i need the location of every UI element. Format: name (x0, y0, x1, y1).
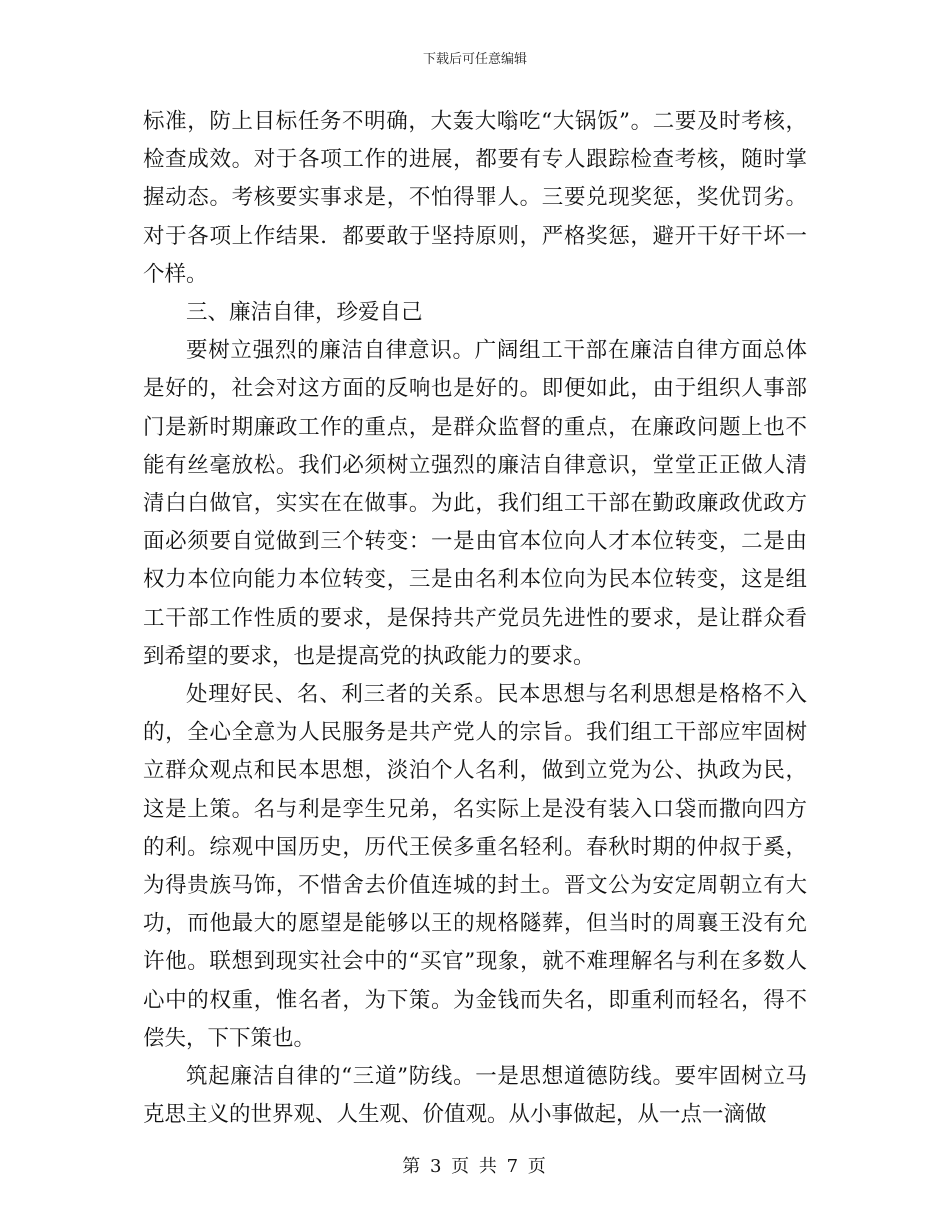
section-heading: 三、廉洁自律，珍爱自己 (186, 300, 423, 326)
paragraph-2: 要树立强烈的廉洁自律意识。广阔组工干部在廉洁自律方面总体是好的，社会对这方面的反响也是好的。即便如此，由于组织人事部门是新时期廉政工作的重点，是群众监督的重点，在廉政问题上也不能有丝毫放松。我们必须树立强烈的廉洁自律意识，堂堂正正做人清清白白做官，实实在在做事。为此，我们组工干部在勤政廉政优政方面必须要自觉做到三个转变：一是由官本位向人才本位转变，二是由权力本位向能力本位转变，三是由名利本位向为民本位转变，这是组工干部工作性质的要求，是保持共产党员先进性的要求，是让群众看到希望的要求，也是提高党的执政能力的要求。 (143, 338, 807, 669)
page-header: 下载后可任意编辑 (422, 52, 527, 67)
paragraph-4: 筑起廉洁自律的“三道”防线。一是思想道德防线。要牢固树立马克思主义的世界观、人生观、价值观。从小事做起，从一点一滴做 (143, 1064, 807, 1128)
paragraph-3: 处理好民、名、利三者的关系。民本思想与名利思想是格格不入的，全心全意为人民服务是共产党人的宗旨。我们组工干部应牢固树立群众观点和民本思想，淡泊个人名利，做到立党为公、执政为民，这是上策。名与利是孪生兄弟，名实际上是没有装入口袋而撒向四方的利。综观中国历史，历代王侯多重名轻利。春秋时期的仲叔于奚，为得贵族马饰，不惜舍去价值连城的封土。晋文公为安定周朝立有大功，而他最大的愿望是能够以王的规格隧葬，但当时的周襄王没有允许他。联想到现实社会中的“买官”现象，就不难理解名与利在多数人心中的权重，惟名者，为下策。为金钱而失名，即重利而轻名，得不偿失，下下策也。 (143, 682, 807, 1051)
page-footer: 第 3 页 共 7 页 (402, 1156, 548, 1177)
document-body (143, 103, 807, 1134)
paragraph-1: 标准，防上目标任务不明确，大轰大嗡吃“大锅饭”。二要及时考核，检查成效。对于各项工作的进展，都要有专人跟踪检查考核，随时掌握动态。考核要实事求是，不怕得罪人。三要兑现奖惩，奖优罚劣。对于各项上作结果．都要敢于坚持原则，严格奖惩，避开干好干坏一个样。 (143, 109, 807, 287)
